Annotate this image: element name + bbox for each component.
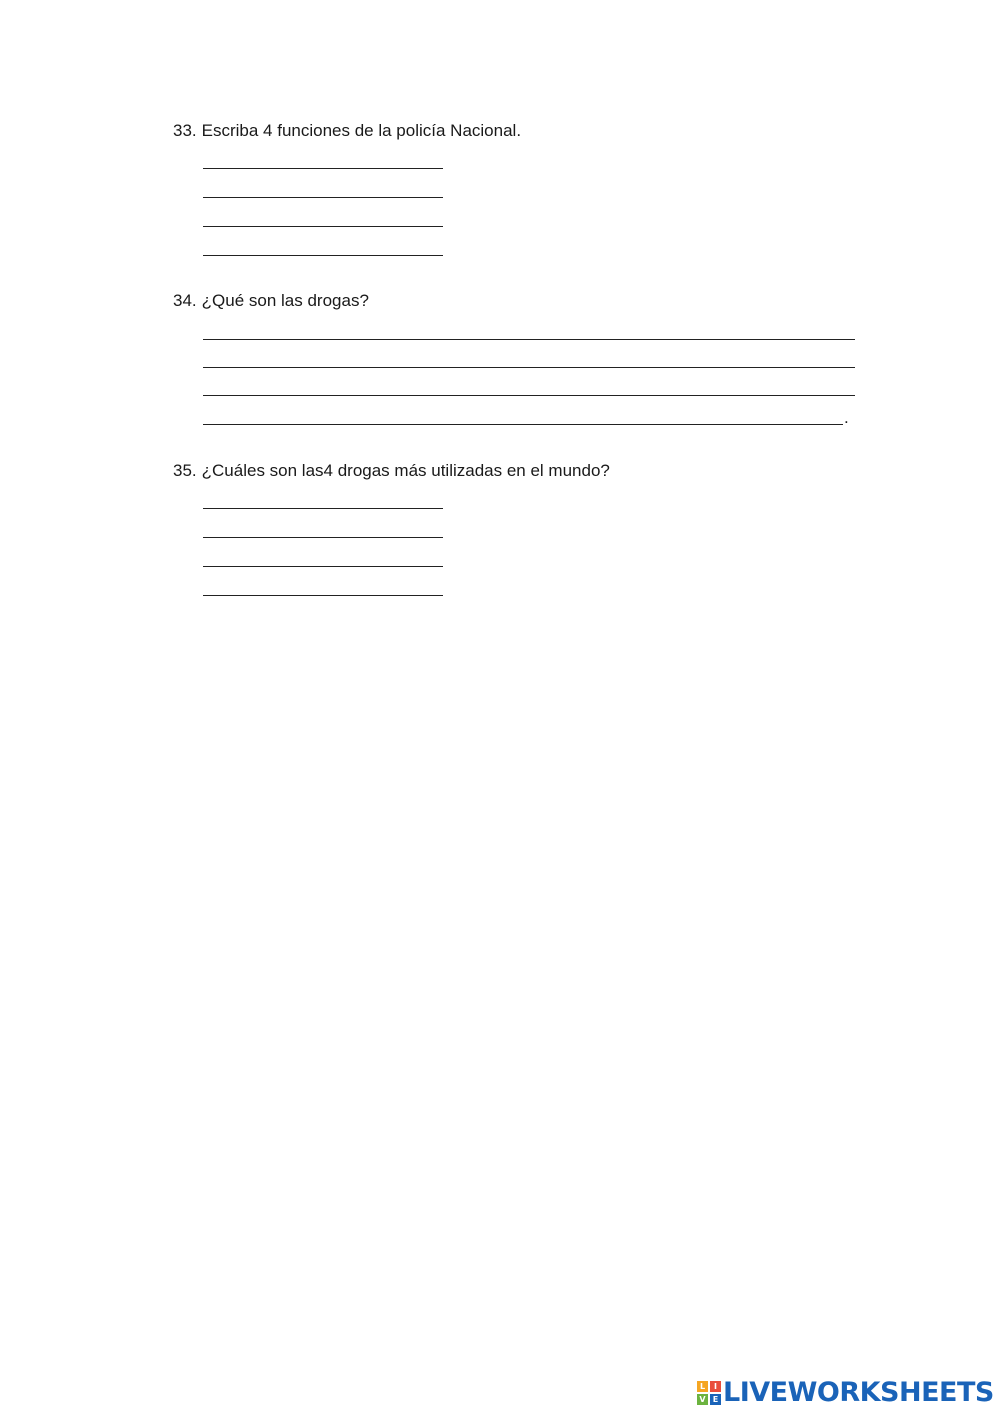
answer-line-33-3[interactable]: [203, 226, 443, 227]
answer-line-35-4[interactable]: [203, 595, 443, 596]
answer-line-33-1[interactable]: [203, 168, 443, 169]
answer-line-34-3[interactable]: [203, 395, 855, 396]
answer-line-33-4[interactable]: [203, 255, 443, 256]
logo-square-i: I: [710, 1381, 721, 1392]
answer-line-34-4[interactable]: [203, 424, 843, 425]
question-35: [173, 460, 610, 482]
question-33: [173, 120, 521, 142]
answer-line-35-2[interactable]: [203, 537, 443, 538]
liveworksheets-logo: [697, 1378, 994, 1408]
answer-line-35-3[interactable]: [203, 566, 443, 567]
logo-square-l: L: [697, 1381, 708, 1392]
logo-text: LIVEWORKSHEETS: [723, 1377, 994, 1408]
question-number: 33.: [173, 121, 197, 140]
question-text: ¿Qué son las drogas?: [201, 291, 369, 310]
answer-line-35-1[interactable]: [203, 508, 443, 509]
logo-mark-icon: [697, 1381, 721, 1405]
period-mark: .: [844, 408, 849, 427]
question-text: ¿Cuáles son las4 drogas más utilizadas en el mundo?: [201, 461, 610, 480]
logo-square-e: E: [710, 1394, 721, 1405]
answer-line-33-2[interactable]: [203, 197, 443, 198]
question-number: 34.: [173, 291, 197, 310]
question-text: Escriba 4 funciones de la policía Nacional.: [201, 121, 522, 140]
question-34: [173, 290, 369, 312]
logo-square-v: V: [697, 1394, 708, 1405]
answer-line-34-2[interactable]: [203, 367, 855, 368]
answer-line-34-1[interactable]: [203, 339, 855, 340]
question-number: 35.: [173, 461, 197, 480]
